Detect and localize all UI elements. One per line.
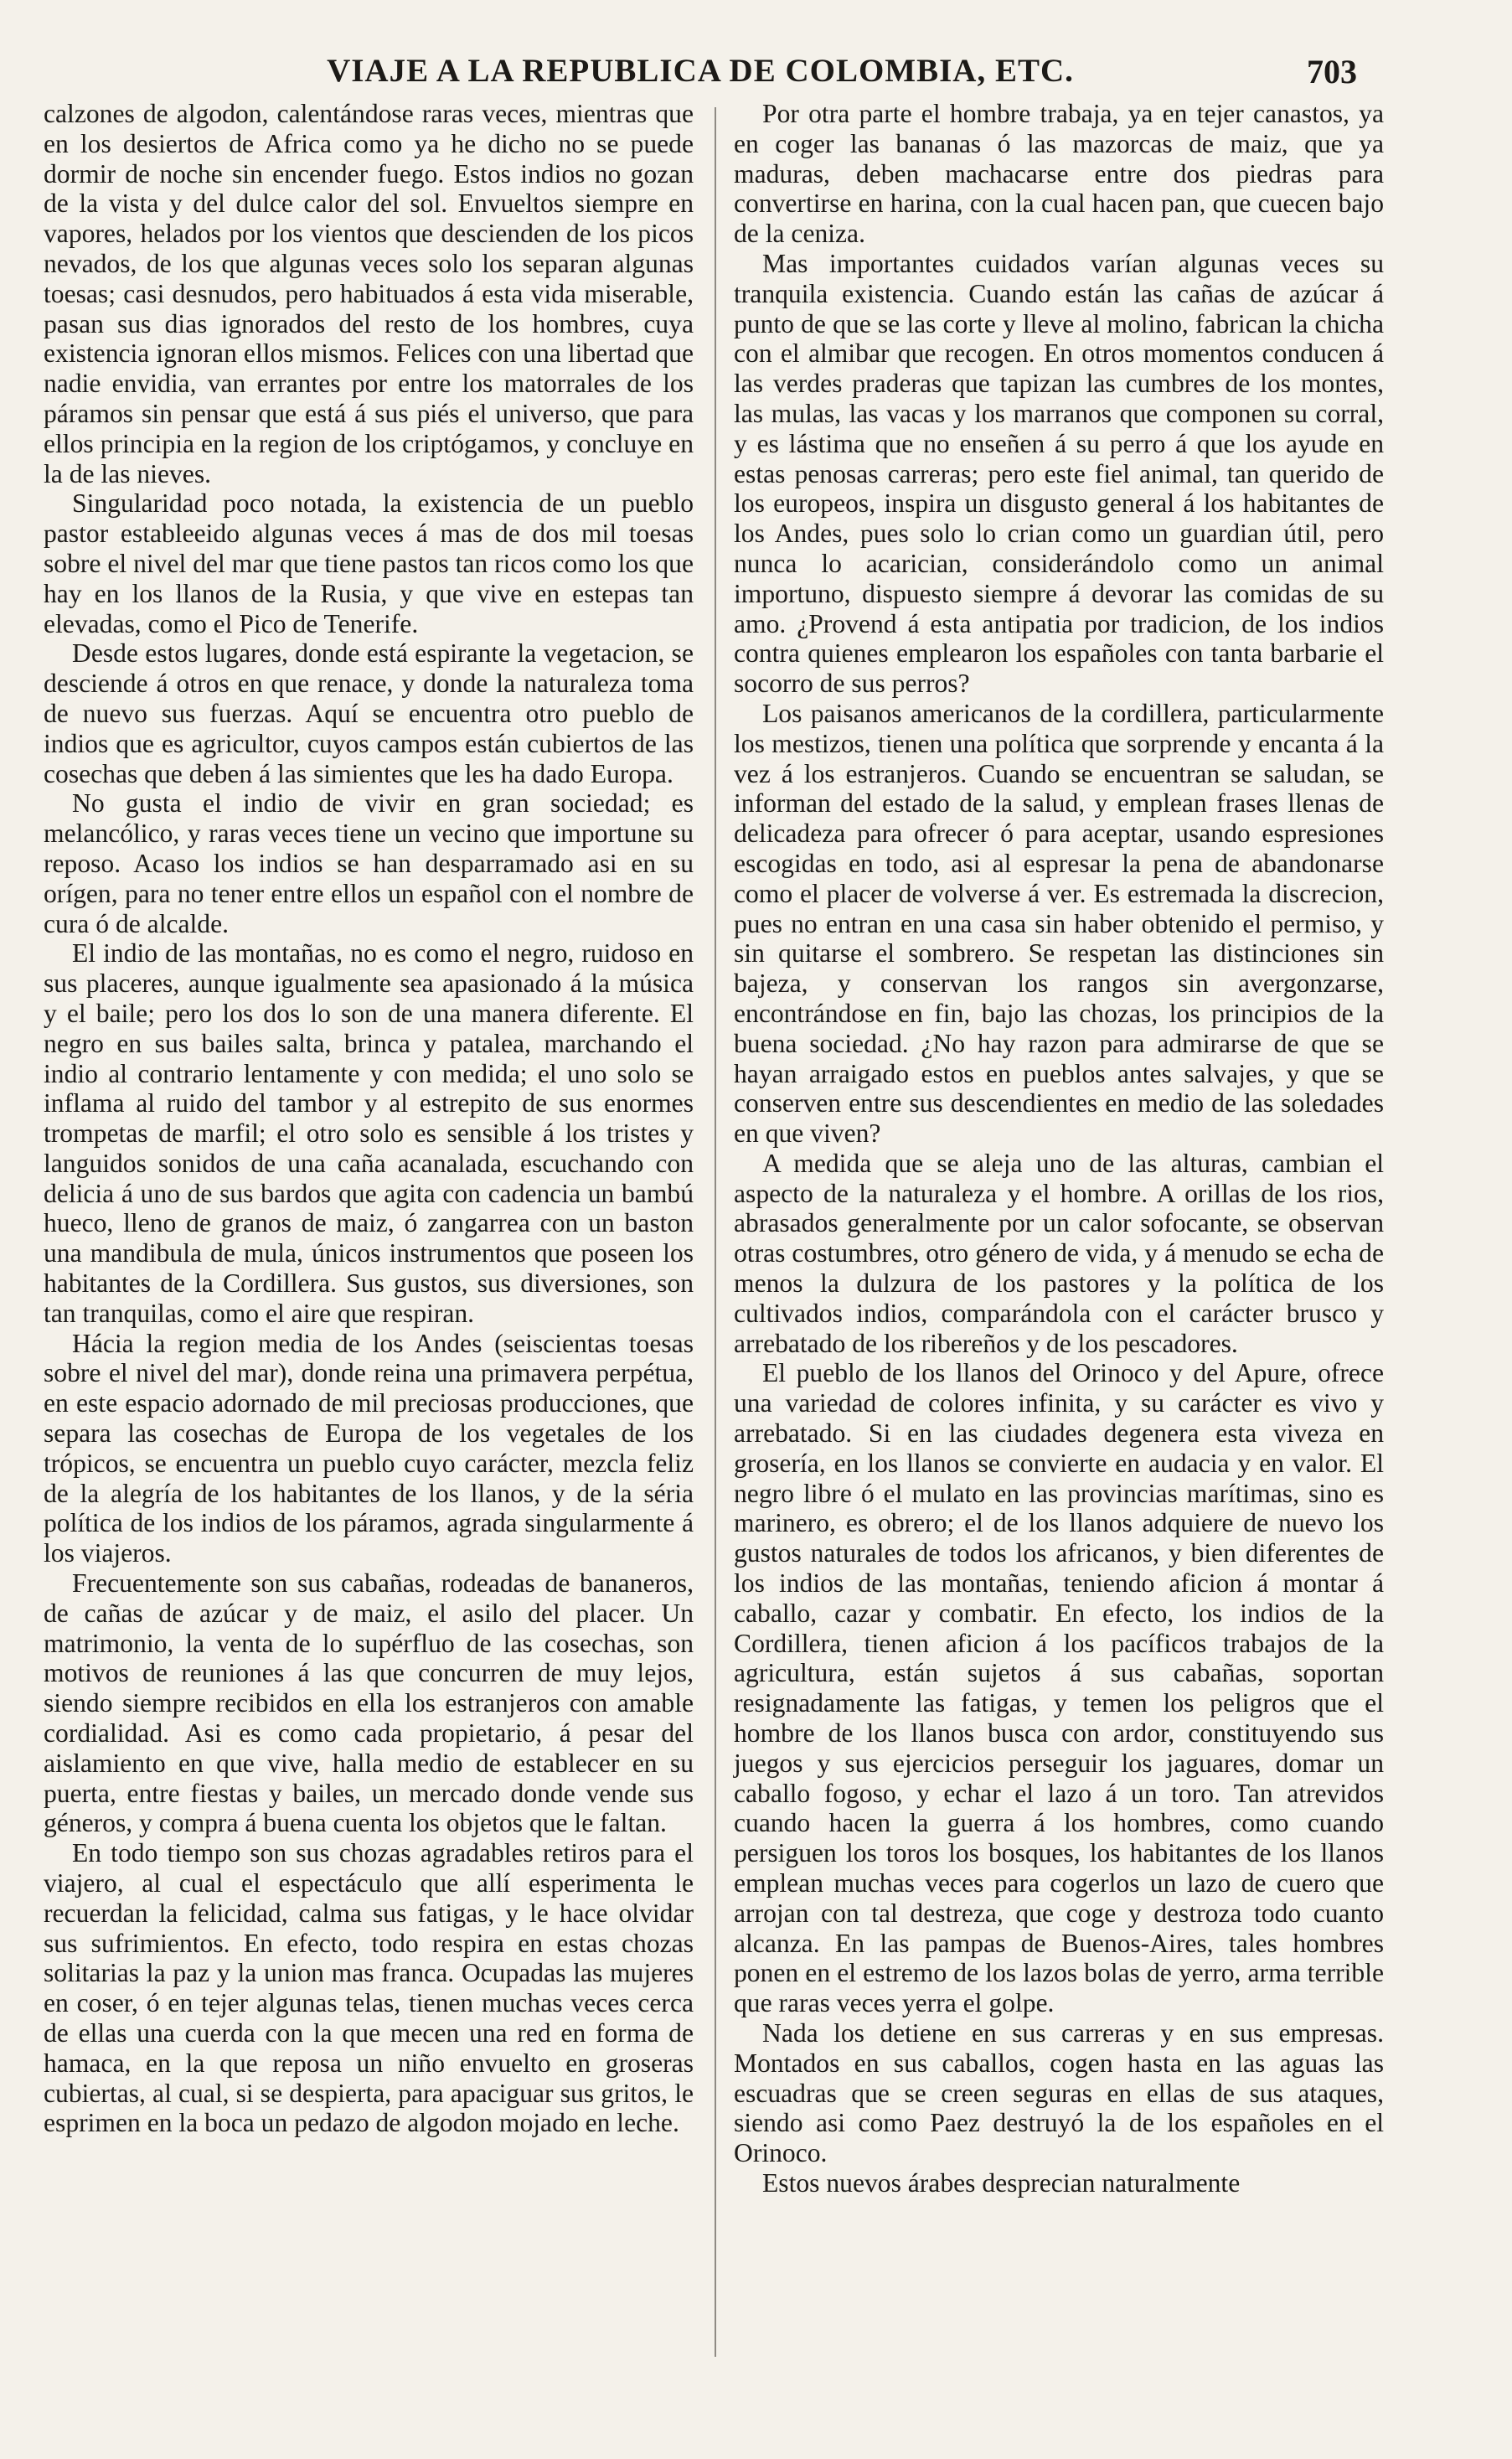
running-head: [44, 52, 1357, 99]
paragraph: Por otra parte el hombre trabaja, ya en tejer canastos, ya en coger las bananas ó las mazorcas de maiz, que ya maduras, deben machacarse entre dos piedras para convertirse en harina, con la cual hacen pan, que cuecen bajo de la ceniza.: [734, 99, 1384, 249]
column-divider: [715, 107, 716, 2357]
page-number: 703: [1307, 53, 1357, 90]
paragraph: Estos nuevos árabes desprecian naturalmente: [762, 2167, 1241, 2198]
paragraph: Desde estos lugares, donde está espirante la vegetacion, se desciende á otros en que renace, y donde la naturaleza toma de nuevo sus fuerzas. Aquí se encuentra otro pueblo de indios que es agricultor, cuyos campos están cubiertos de las cosechas que deben á las simientes que les ha dado Europa.: [44, 638, 694, 788]
paragraph: Hácia la region media de los Andes (seiscientas toesas sobre el nivel del mar), donde reina una primavera perpétua, en este espacio adornado de mil preciosas producciones, que separa las cosechas de Europa de los vegetales de los trópicos, se encuentra un pueblo cuyo carácter, mezcla feliz de la alegría de los habitantes de los llanos, y de la séria política de los indios de los páramos, agrada singularmente á los viajeros.: [44, 1328, 694, 1568]
paragraph: No gusta el indio de vivir en gran sociedad; es melancólico, y raras veces tiene un vecino que importune su reposo. Acaso los indios se han desparramado asi en su orígen, para no tener entre ellos un español con el nombre de cura ó de alcalde.: [44, 788, 694, 938]
paragraph: calzones de algodon, calentándose raras veces, mientras que en los desiertos de Africa como ya he dicho no se puede dormir de noche sin encender fuego. Estos indios no gozan de la vista y del dulce calor del sol. Envueltos siempre en vapores, helados por los vientos que descienden de los picos nevados, de los que algunas veces solo los separan algunas toesas; casi desnudos, pero habituados á esta vida miserable, pasan sus dias ignorados del resto de los hombres, cuya existencia ignoran ellos mismos. Felices con una libertad que nadie envidia, van errantes por entre los matorrales de los páramos sin pensar que está á sus piés el universo, que para ellos principia en la region de los criptógamos, y concluye en la de las nieves.: [44, 99, 694, 488]
paragraph: A medida que se aleja uno de las alturas, cambian el aspecto de la naturaleza y el hombre. A orillas de los rios, abrasados generalmente por un calor sofocante, se observan otras costumbres, otro género de vida, y á menudo se echa de menos la dulzura de los pastores y la política de los cultivados indios, comparándola con el carácter brusco y arrebatado de los ribereños y de los pescadores.: [734, 1148, 1384, 1358]
paragraph: El pueblo de los llanos del Orinoco y del Apure, ofrece una variedad de colores infinita, y su carácter es vivo y arrebatado. Si en las ciudades degenera esta viveza en grosería, en los llanos se convierte en audacia y en valor. El negro libre ó el mulato en las provincias marítimas, sino es marinero, es obrero; el de los llanos adquiere de nuevo los gustos naturales de todos los africanos, y bien diferentes de los indios de las montañas, teniendo aficion á montar á caballo, cazar y combatir. En efecto, los indios de la Cordillera, tienen aficion á los pacíficos trabajos de la agricultura, están sujetos á sus cabañas, soportan resignadamente las fatigas, y temen los peligros que el hombre de los llanos busca con ardor, constituyendo sus juegos y sus ejercicios perseguir los jaguares, domar un caballo fogoso, y echar el lazo á un toro. Tan atrevidos cuando hacen la guerra á los hombres, como cuando persiguen los toros los bosques, los habitantes de los llanos emplean muchas veces para cogerlos un lazo de cuero que arrojan con tal destreza, que coge y destroza todo cuanto alcanza. En las pampas de Buenos-Aires, tales hombres ponen en el estremo de los lazos bolas de yerro, arma terrible que raras veces yerra el golpe.: [734, 1358, 1384, 2018]
paragraph: En todo tiempo son sus chozas agradables retiros para el viajero, al cual el espectáculo que allí esperimenta le recuerdan la felicidad, calma sus fatigas, y le hace olvidar sus sufrimientos. En efecto, todo respira en estas chozas solitarias la paz y la union mas franca. Ocupadas las mujeres en coser, ó en tejer algunas telas, tienen muchas veces cerca de ellas una cuerda con la que mecen una red en forma de hamaca, en la que reposa un niño envuelto en groseras cubiertas, al cual, si se despierta, para apaciguar sus gritos, le esprimen en la boca un pedazo de algodon mojado en leche.: [44, 1838, 694, 2138]
page-title: VIAJE A LA REPUBLICA DE COLOMBIA, ETC.: [327, 53, 1074, 89]
paragraph: El indio de las montañas, no es como el negro, ruidoso en sus placeres, aunque igualmente sea apasionado á la música y el baile; pero los dos lo son de una manera diferente. El negro en sus bailes salta, brinca y patalea, marchando el indio al contrario lentamente y con medida; el uno solo se inflama al ruido del tambor y al estrepito de sus enormes trompetas de marfil; el otro solo es sensible á los tristes y languidos sonidos de una caña acanalada, escuchando con delicia á uno de sus bardos que agita con cadencia un bambú hueco, lleno de granos de maiz, ó zangarrea con un baston una mandibula de mula, únicos instrumentos que poseen los habitantes de la Cordillera. Sus gustos, sus diversiones, son tan tranquilas, como el aire que respiran.: [44, 938, 694, 1328]
right-column: [734, 99, 1384, 2198]
paragraph: Singularidad poco notada, la existencia de un pueblo pastor estableeido algunas veces á mas de dos mil toesas sobre el nivel del mar que tiene pastos tan ricos como los que hay en los llanos de la Rusia, y que vive en estepas tan elevadas, como el Pico de Tenerife.: [44, 488, 694, 638]
paragraph: Mas importantes cuidados varían algunas veces su tranquila existencia. Cuando están las cañas de azúcar á punto de que se las corte y lleve al molino, fabrican la chicha con el almibar que recogen. En otros momentos conducen á las verdes praderas que tapizan las cumbres de los montes, las mulas, las vacas y los marranos que componen su corral, y es lástima que no enseñen á su perro á que los ayude en estas penosas carreras; pero este fiel animal, tan querido de los europeos, inspira un disgusto general á los habitantes de los Andes, pues solo lo crian como un guardian útil, pero nunca lo acarician, considerándolo como un animal importuno, dispuesto siempre á devorar las comidas de su amo. ¿Provend á esta antipatia por tradicion, de los indios contra quienes emplearon los españoles con tanta barbarie el socorro de sus perros?: [734, 248, 1384, 699]
paragraph: Nada los detiene en sus carreras y en sus empresas. Montados en sus caballos, cogen hasta en las aguas las escuadras que se creen seguras en ellas de sus ataques, siendo asi como Paez destruyó la de los españoles en el Orinoco.: [734, 2018, 1384, 2168]
paragraph: Los paisanos americanos de la cordillera, particularmente los mestizos, tienen una política que sorprende y encanta á la vez á los estranjeros. Cuando se encuentran se saludan, se informan del estado de la salud, y emplean frases llenas de delicadeza para ofrecer ó para aceptar, usando espresiones escogidas en todo, asi al espresar la pena de abandonarse como el placer de volverse á ver. Es estremada la discrecion, pues no entran en una casa sin haber obtenido el permiso, y sin quitarse el sombrero. Se respetan las distinciones sin bajeza, y conservan los rangos sin avergonzarse, encontrándose en fin, bajo las chozas, los principios de la buena sociedad. ¿No hay razon para admirarse de que se hayan arraigado estos en pueblos antes salvajes, y que se conserven entre sus descendientes en medio de las soledades en que viven?: [734, 698, 1384, 1149]
paragraph: Frecuentemente son sus cabañas, rodeadas de bananeros, de cañas de azúcar y de maiz, el asilo del placer. Un matrimonio, la venta de lo supérfluo de las cosechas, son motivos de reuniones á las que concurren de muy lejos, siendo siempre recibidos en ella los estranjeros con amable cordialidad. Asi es como cada propietario, á pesar del aislamiento en que vive, halla medio de establecer en su puerta, entre fiestas y bailes, un mercado donde vende sus géneros, y compra á buena cuenta los objetos que le faltan.: [44, 1568, 694, 1838]
left-column: [44, 99, 694, 2138]
